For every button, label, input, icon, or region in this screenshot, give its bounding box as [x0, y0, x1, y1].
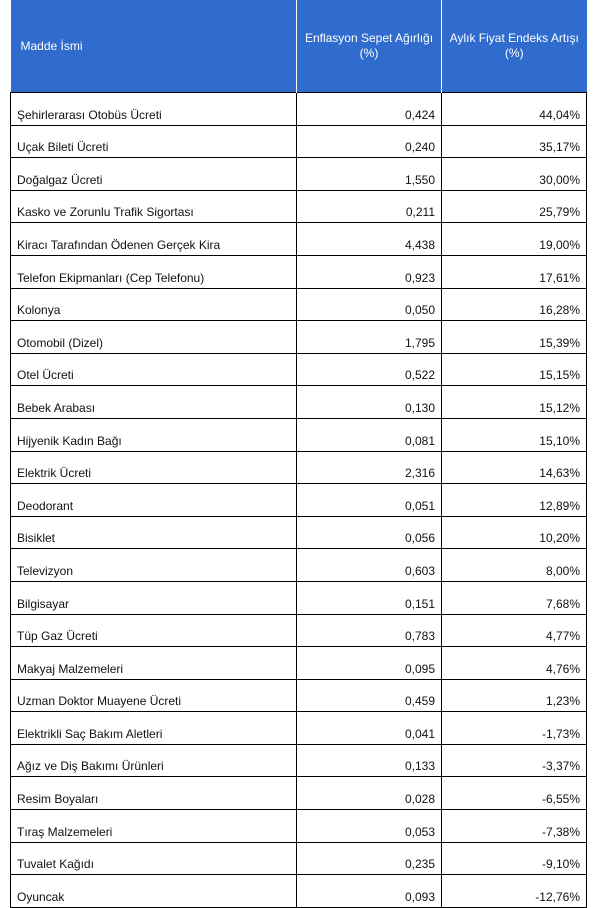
- monthly-change-unit: (%): [504, 46, 524, 60]
- table-row: [11, 549, 587, 582]
- item-name-cell: Otel Ücreti: [11, 353, 297, 386]
- monthly-change-cell: 19,00%: [442, 223, 587, 256]
- monthly-change-cell: 4,77%: [442, 614, 587, 647]
- monthly-change-cell: 12,89%: [442, 484, 587, 517]
- monthly-change-cell: 35,17%: [442, 125, 587, 158]
- basket-weight-cell: 0,235: [297, 842, 442, 875]
- basket-weight-cell: 0,522: [297, 353, 442, 386]
- table-row: [11, 321, 587, 354]
- table-header: [11, 0, 587, 93]
- monthly-change-cell: 15,39%: [442, 321, 587, 354]
- table-row: [11, 418, 587, 451]
- table-row: [11, 647, 587, 680]
- basket-weight-cell: 1,550: [297, 158, 442, 191]
- item-name-cell: Hijyenik Kadın Bağı: [11, 418, 297, 451]
- table-row: [11, 875, 587, 908]
- table-row: [11, 712, 587, 745]
- monthly-change-cell: -9,10%: [442, 842, 587, 875]
- monthly-change-cell: 25,79%: [442, 190, 587, 223]
- table-row: [11, 842, 587, 875]
- item-name-cell: Bebek Arabası: [11, 386, 297, 419]
- monthly-change-cell: -7,38%: [442, 810, 587, 843]
- basket-weight-cell: 0,051: [297, 484, 442, 517]
- item-name-cell: Tuvalet Kağıdı: [11, 842, 297, 875]
- monthly-change-cell: 4,76%: [442, 647, 587, 680]
- basket-weight-cell: 0,053: [297, 810, 442, 843]
- item-name-cell: Televizyon: [11, 549, 297, 582]
- table-row: [11, 777, 587, 810]
- monthly-change-cell: 30,00%: [442, 158, 587, 191]
- item-name-cell: Resim Boyaları: [11, 777, 297, 810]
- monthly-change-cell: 14,63%: [442, 451, 587, 484]
- table-row: [11, 125, 587, 158]
- table-row: [11, 679, 587, 712]
- item-name-cell: Uzman Doktor Muayene Ücreti: [11, 679, 297, 712]
- monthly-change-cell: 15,10%: [442, 418, 587, 451]
- basket-weight-cell: 0,081: [297, 418, 442, 451]
- basket-weight-cell: 1,795: [297, 321, 442, 354]
- basket-weight-cell: 0,151: [297, 581, 442, 614]
- basket-weight-cell: 0,056: [297, 516, 442, 549]
- basket-weight-cell: 0,603: [297, 549, 442, 582]
- item-name-cell: Elektrikli Saç Bakım Aletleri: [11, 712, 297, 745]
- basket-weight-cell: 0,133: [297, 744, 442, 777]
- item-name-cell: Deodorant: [11, 484, 297, 517]
- basket-weight-unit: (%): [359, 46, 379, 60]
- monthly-change-cell: 15,12%: [442, 386, 587, 419]
- item-name-cell: Telefon Ekipmanları (Cep Telefonu): [11, 255, 297, 288]
- table-row: [11, 451, 587, 484]
- basket-weight-cell: 0,095: [297, 647, 442, 680]
- monthly-change-cell: 1,23%: [442, 679, 587, 712]
- item-name-cell: Elektrik Ücreti: [11, 451, 297, 484]
- table-row: [11, 581, 587, 614]
- basket-weight-cell: 0,211: [297, 190, 442, 223]
- table-row: [11, 190, 587, 223]
- basket-weight-cell: 0,240: [297, 125, 442, 158]
- monthly-change-cell: 17,61%: [442, 255, 587, 288]
- item-name-cell: Ağız ve Diş Bakımı Ürünleri: [11, 744, 297, 777]
- table-row: [11, 255, 587, 288]
- table-row: [11, 744, 587, 777]
- inflation-table: [10, 0, 587, 908]
- basket-weight-cell: 0,783: [297, 614, 442, 647]
- monthly-change-cell: 15,15%: [442, 353, 587, 386]
- monthly-change-cell: 10,20%: [442, 516, 587, 549]
- basket-weight-cell: 0,424: [297, 93, 442, 126]
- basket-weight-cell: 0,130: [297, 386, 442, 419]
- monthly-change-cell: 16,28%: [442, 288, 587, 321]
- table-row: [11, 386, 587, 419]
- monthly-change-cell: 8,00%: [442, 549, 587, 582]
- basket-weight-cell: 0,050: [297, 288, 442, 321]
- table-row: [11, 614, 587, 647]
- column-header-item-name: Madde İsmi: [11, 0, 297, 93]
- table-row: [11, 516, 587, 549]
- basket-weight-cell: 0,028: [297, 777, 442, 810]
- column-header-monthly-change: [442, 0, 587, 93]
- item-name-cell: Tüp Gaz Ücreti: [11, 614, 297, 647]
- table-row: [11, 288, 587, 321]
- item-name-cell: Oyuncak: [11, 875, 297, 908]
- header-row: [11, 0, 587, 93]
- basket-weight-cell: 0,923: [297, 255, 442, 288]
- item-name-cell: Makyaj Malzemeleri: [11, 647, 297, 680]
- monthly-change-cell: -3,37%: [442, 744, 587, 777]
- monthly-change-title: Aylık Fiyat Endeks Artışı: [449, 31, 579, 45]
- item-name-cell: Şehirlerarası Otobüs Ücreti: [11, 93, 297, 126]
- item-name-cell: Tıraş Malzemeleri: [11, 810, 297, 843]
- table-row: [11, 810, 587, 843]
- basket-weight-cell: 0,459: [297, 679, 442, 712]
- item-name-cell: Doğalgaz Ücreti: [11, 158, 297, 191]
- table-row: [11, 353, 587, 386]
- monthly-change-cell: -12,76%: [442, 875, 587, 908]
- item-name-cell: Bisiklet: [11, 516, 297, 549]
- item-name-cell: Kiracı Tarafından Ödenen Gerçek Kira: [11, 223, 297, 256]
- monthly-change-cell: 7,68%: [442, 581, 587, 614]
- table-body: [11, 93, 587, 908]
- basket-weight-title: Enflasyon Sepet Ağırlığı: [304, 31, 434, 45]
- table-row: [11, 158, 587, 191]
- table-row: [11, 484, 587, 517]
- item-name-cell: Bilgisayar: [11, 581, 297, 614]
- monthly-change-cell: 44,04%: [442, 93, 587, 126]
- item-name-cell: Kasko ve Zorunlu Trafik Sigortası: [11, 190, 297, 223]
- item-name-cell: Kolonya: [11, 288, 297, 321]
- table-row: [11, 223, 587, 256]
- monthly-change-cell: -1,73%: [442, 712, 587, 745]
- item-name-cell: Uçak Bileti Ücreti: [11, 125, 297, 158]
- basket-weight-cell: 0,093: [297, 875, 442, 908]
- column-header-basket-weight: [297, 0, 442, 93]
- basket-weight-cell: 4,438: [297, 223, 442, 256]
- monthly-change-cell: -6,55%: [442, 777, 587, 810]
- basket-weight-cell: 0,041: [297, 712, 442, 745]
- table-row: [11, 93, 587, 126]
- item-name-cell: Otomobil (Dizel): [11, 321, 297, 354]
- basket-weight-cell: 2,316: [297, 451, 442, 484]
